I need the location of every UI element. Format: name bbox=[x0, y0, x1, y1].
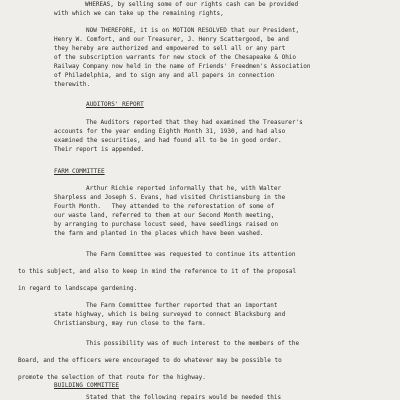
farm-committee-line: in regard to landscape gardening. bbox=[18, 285, 138, 292]
preamble-line: WHEREAS, by selling some of our rights cash can be provided bbox=[85, 1, 299, 8]
farm-committee-line: Sharpless and Joseph S. Evans, had visited Christiansburg in the bbox=[54, 194, 286, 201]
preamble-line: with which we can take up the remaining rights, bbox=[54, 10, 224, 17]
farm-committee-line: Fourth Month. They attended to the reforestation of some of bbox=[54, 203, 275, 210]
resolution-line: therewith. bbox=[54, 81, 91, 88]
auditors-report-line: The Auditors reported that they had examined the Treasurer's bbox=[86, 119, 303, 126]
resolution-line: Henry W. Comfort, and our Treasurer, J. Henry Scattergood, be and bbox=[54, 36, 289, 43]
farm-committee-line: Board, and the officers were encouraged to do whatever may be possible to bbox=[18, 357, 282, 364]
resolution-line: of the subscription warrants for new stock of the Chesapeake & Ohio bbox=[54, 54, 297, 61]
farm-committee-line: Arthur Richie reported informally that he, with Walter bbox=[86, 185, 282, 192]
auditors-report-heading: AUDITORS' REPORT bbox=[86, 101, 144, 108]
farm-committee-line: Christiansburg, may run close to the farm. bbox=[54, 320, 206, 327]
farm-committee-heading: FARM COMMITTEE bbox=[54, 168, 105, 175]
auditors-report-line: accounts for the year ending Eighth Month 31, 1930, and had also bbox=[54, 128, 286, 135]
auditors-report-line: Their report is appended. bbox=[54, 146, 145, 153]
farm-committee-line: our waste land, referred to them at our Second Month meeting, bbox=[54, 212, 275, 219]
auditors-report-line: examined the securities, and had found all to be in good order. bbox=[54, 137, 282, 144]
farm-committee-line: the farm and planted in the places which have been washed. bbox=[54, 230, 264, 237]
farm-committee-line: The Farm Committee further reported that an important bbox=[86, 302, 278, 309]
resolution-line: of Philadelphia, and to sign any and all papers in connection bbox=[54, 72, 275, 79]
farm-committee-line: This possibility was of much interest to the members of the bbox=[86, 340, 300, 347]
farm-committee-line: state highway, which is being surveyed to connect Blacksburg and bbox=[54, 311, 286, 318]
building-committee-line: Stated that the following repairs would be needed this bbox=[86, 394, 282, 400]
resolution-line: NOW THEREFORE, it is on MOTION RESOLVED that our President, bbox=[86, 27, 300, 34]
farm-committee-line: The Farm Committee was requested to continue its attention bbox=[86, 251, 296, 258]
resolution-line: they hereby are authorized and empowered to sell all or any part bbox=[54, 45, 286, 52]
farm-committee-line: by arranging to purchase locust seed, have seedlings raised on bbox=[54, 221, 278, 228]
farm-committee-line: promote the selection of that route for the highway. bbox=[18, 374, 206, 381]
building-committee-heading: BUILDING COMMITTEE bbox=[54, 382, 120, 389]
farm-committee-line: to this subject, and also to keep in mind the reference to it of the proposal bbox=[18, 268, 297, 275]
resolution-line: Railway Company now held in the name of Friends' Freedmen's Association bbox=[54, 63, 311, 70]
